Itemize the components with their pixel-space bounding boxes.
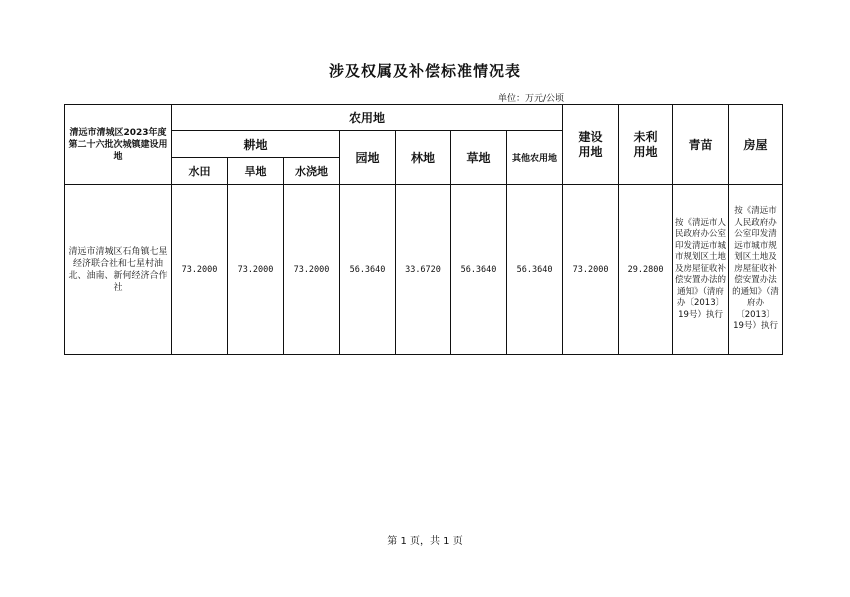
construction-value: 73.2000 [563,185,619,355]
agri-land-header: 农用地 [172,105,563,131]
page-title: 涉及权属及补偿标准情况表 [328,62,521,80]
dry-land-header: 旱地 [228,158,284,185]
other-agri-value: 56.3640 [507,185,563,355]
garden-header: 园地 [340,131,396,185]
table-row [65,185,783,355]
paddy-header: 水田 [172,158,228,185]
crops-policy: 按《清远市人民政府办公室印发清远市城市规划区土地及房屋征收补偿安置办法的通知》（清府办〔2013〕19号）执行 [673,185,729,355]
construction-land-label: 建设用地 [578,129,603,159]
paddy-value: 73.2000 [172,185,228,355]
housing-policy: 按《清远市人民政府办公室印发清远市城市规划区土地及房屋征收补偿安置办法的通知》（清府办〔2013〕19号）执行 [729,185,783,355]
unused-value: 29.2800 [619,185,673,355]
left-header-cell: 清远市清城区2023年度第二十六批次城镇建设用地 [65,105,172,185]
grass-header: 草地 [451,131,507,185]
crops-header: 青苗 [673,105,729,185]
header-row-1 [65,105,783,131]
compensation-table [64,104,783,355]
irrigated-header: 水浇地 [284,158,340,185]
forest-value: 33.6720 [396,185,451,355]
irrigated-value: 73.2000 [284,185,340,355]
page-footer: 第 1 页，共 1 页 [387,536,463,547]
grass-value: 56.3640 [451,185,507,355]
housing-header: 房屋 [729,105,783,185]
other-agri-header: 其他农用地 [507,131,563,185]
dry-land-value: 73.2000 [228,185,284,355]
garden-value: 56.3640 [340,185,396,355]
unused-land-label: 未利用地 [633,129,658,159]
unit-label: 单位：万元/公顷 [498,94,565,104]
unused-land-header [619,105,673,185]
row-label: 清远市清城区石角镇七星经济联合社和七星村油北、油南、新何经济合作社 [65,185,172,355]
forest-header: 林地 [396,131,451,185]
arable-land-header: 耕地 [172,131,340,158]
construction-land-header [563,105,619,185]
